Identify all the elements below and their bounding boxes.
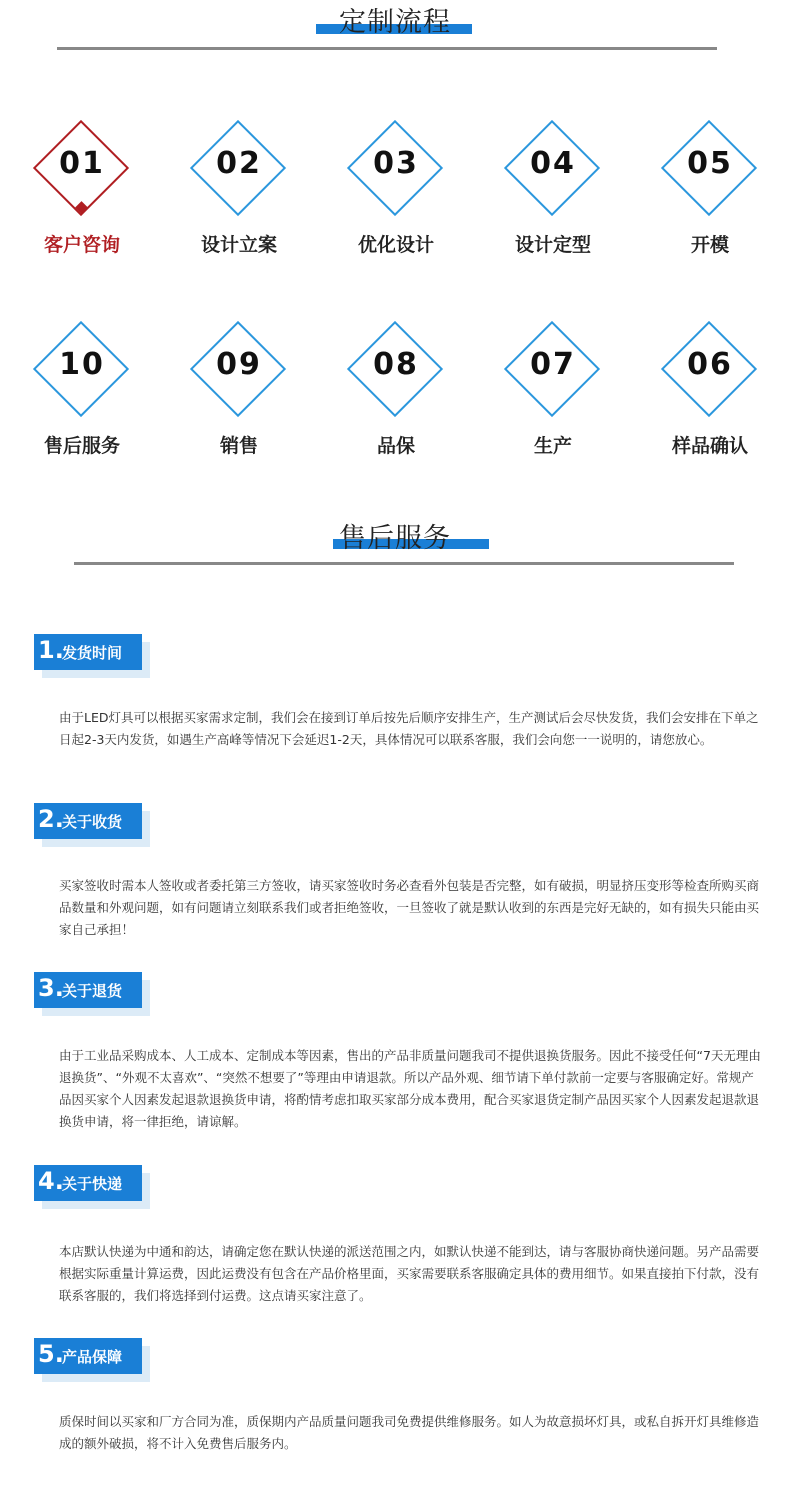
tag-name: 产品保障 [62,1348,123,1366]
process-section-header [0,0,790,40]
tag-number: 5. [38,1340,64,1368]
step-label: 设计立案 [200,234,277,256]
after-sales-section-header [0,515,790,555]
step-number: 05 [687,146,733,181]
paragraph-returns: 由于工业品采购成本、人工成本、定制成本等因素，售出的产品非质量问题我司不提供退换货服务。因此不接受任何“7天无理由退换货”、“外观不太喜欢”、“突然不想要了”等理由申请退款。所以产品外观、细节请下单付款前一定要与客服确定好。常规产品因买家个人因素发起退款退换货申请，将酌情考虑扣取买家部分成本费用，配合买家退货定制产品因买家个人因素发起退款退换货申请，将一律拒绝，请谅解。 [59,1048,761,1129]
tag-box [34,972,142,1008]
section-tag-warranty [34,1338,154,1388]
section-tag-receiving [34,803,154,853]
tag-name: 关于退货 [62,982,123,1000]
step-label: 生产 [533,435,572,457]
step-label: 开模 [690,234,729,256]
paragraph-courier: 本店默认快递为中通和韵达，请确定您在默认快递的派送范围之内，如默认快递不能到达，请与客服协商快递问题。另产品需要根据实际重量计算运费，因此运费没有包含在产品价格里面，买家需要联系客服确定具体的费用细节。如果直接拍下付款，没有联系客服的，我们将选择到付运费。这点请买家注意了。 [59,1244,760,1303]
tag-name: 关于收货 [62,813,123,831]
step-sales [179,319,299,459]
step-number: 08 [373,347,419,382]
step-number: 07 [530,347,576,382]
step-production [493,319,613,459]
step-number: 10 [59,347,105,382]
step-number: 09 [216,347,262,382]
step-label: 优化设计 [357,234,434,256]
step-quality [336,319,456,459]
tag-box [34,803,142,839]
step-label: 销售 [219,435,258,457]
step-label: 样品确认 [671,435,748,457]
after-sales-title: 售后服务 [339,523,451,554]
tag-number: 3. [38,974,64,1002]
step-after-sales [22,319,142,459]
tag-box [34,634,142,670]
section-tag-returns [34,972,154,1022]
step-number: 03 [373,146,419,181]
step-label: 客户咨询 [43,234,120,256]
tag-name: 发货时间 [62,644,123,662]
paragraph-receiving: 买家签收时需本人签收或者委托第三方签收，请买家签收时务必查看外包装是否完整，如有破损，明显挤压变形等检查所购买商品数量和外观问题，如有问题请立刻联系我们或者拒绝签收，一旦签收了就是默认收到的东西是完好无缺的，如有损失只能由买家自己承担！ [59,878,760,937]
paragraph-warranty: 质保时间以买家和厂方合同为准，质保期内产品质量问题我司免费提供维修服务。如人为故意损坏灯具，或私自拆开灯具维修造成的额外破损，将不计入免费售后服务内。 [59,1414,760,1451]
step-design-finalize [493,118,613,258]
step-label: 售后服务 [43,435,120,457]
divider [57,47,717,50]
paragraph-shipping: 由于LED灯具可以根据买家需求定制，我们会在接到订单后按先后顺序安排生产，生产测试后会尽快发货，我们会安排在下单之日起2-3天内发货，如遇生产高峰等情况下会延迟1-2天，具体情况可以联系客服，我们会向您一一说明的，请您放心。 [59,710,759,747]
step-number: 01 [59,146,105,181]
tag-number: 4. [38,1167,64,1195]
step-consult [22,118,142,258]
step-sample-confirm [650,319,770,459]
tag-box [34,1165,142,1201]
tag-box [34,1338,142,1374]
step-number: 06 [687,347,733,382]
step-label: 品保 [376,435,415,457]
step-label: 设计定型 [514,234,591,256]
tag-number: 1. [38,636,64,664]
process-title: 定制流程 [339,7,451,38]
divider [74,562,734,565]
section-tag-courier [34,1165,154,1215]
tag-number: 2. [38,805,64,833]
step-number: 02 [216,146,262,181]
tag-name: 关于快递 [62,1175,123,1193]
section-tag-shipping [34,634,154,684]
step-number: 04 [530,146,576,181]
step-mold [650,118,770,258]
step-optimize-design [336,118,456,258]
step-design-filing [179,118,299,258]
